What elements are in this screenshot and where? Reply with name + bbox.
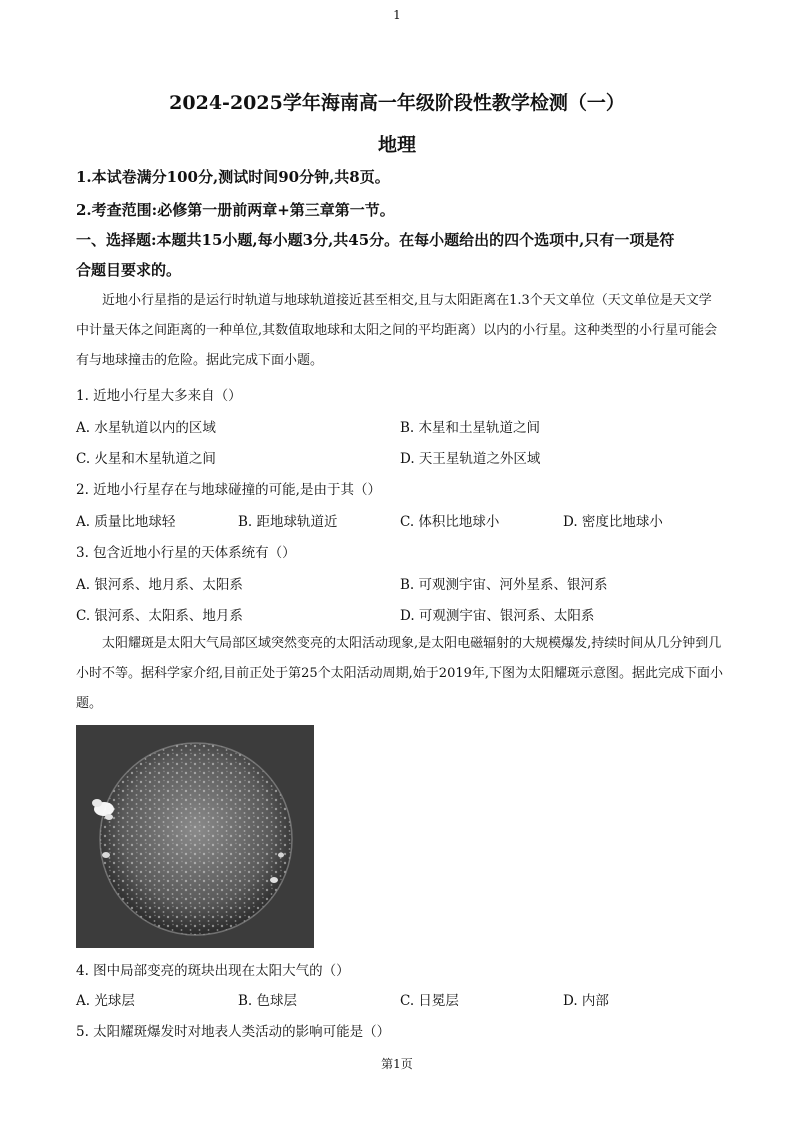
q3-option-c: C. 银河系、太阳系、地月系 [76,608,243,624]
q2-option-b: B. 距地球轨道近 [238,514,338,530]
passage-asteroid: 近地小行星指的是运行时轨道与地球轨道接近甚至相交,且与太阳距离在1.3个天文单位（天文单位是天文学中计量天体之间距离的一种单位,其数值取地球和太阳之间的平均距离）以内的小行星。这种类型的小行星可能会有与地球撞击的危险。据此完成下面小题。 [76,293,718,368]
q3-option-d: D. 可观测宇宙、银河系、太阳系 [400,608,595,624]
q1-option-c: C. 火星和木星轨道之间 [76,451,216,467]
exam-subject: 地理 [377,134,416,156]
question-5-stem: 5. 太阳耀斑爆发时对地表人类活动的影响可能是（） [76,1024,391,1040]
exam-title: 2024-2025学年海南高一年级阶段性教学检测（一） [169,92,625,114]
q1-option-b: B. 木星和土星轨道之间 [400,420,541,436]
q2-option-d: D. 密度比地球小 [563,514,663,530]
page-number: 1 [393,8,401,22]
note-scope: 2.考查范围:必修第一册前两章+第三章第一节。 [76,201,395,219]
q4-option-b: B. 色球层 [238,993,298,1009]
passage-solar-flare: 太阳耀斑是太阳大气局部区域突然变亮的太阳活动现象,是太阳电磁辐射的大规模爆发,持续时间从几分钟到几小时不等。据科学家介绍,目前正处于第25个太阳活动周期,始于2019年,下图为太阳耀斑示意图。据此完成下面小题。 [76,636,724,711]
solar-flare-image [76,725,314,948]
q4-option-a: A. 光球层 [76,993,135,1009]
q3-option-b: B. 可观测宇宙、河外星系、银河系 [400,577,608,593]
q2-option-a: A. 质量比地球轻 [76,514,176,530]
q4-option-d: D. 内部 [563,993,609,1009]
question-4-stem: 4. 图中局部变亮的斑块出现在太阳大气的（） [76,963,350,979]
question-1-stem: 1. 近地小行星大多来自（） [76,388,242,404]
section-heading-line2: 合题目要求的。 [76,261,182,279]
page-footer: 第1页 [381,1057,413,1071]
q3-option-a: A. 银河系、地月系、太阳系 [76,577,243,593]
q1-option-d: D. 天王星轨道之外区域 [400,451,541,467]
question-3-stem: 3. 包含近地小行星的天体系统有（） [76,545,296,561]
section-heading-line1: 一、选择题:本题共15小题,每小题3分,共45分。在每小题给出的四个选项中,只有一项是符 [76,231,675,249]
note-score: 1.本试卷满分100分,测试时间90分钟,共8页。 [76,168,390,186]
q4-option-c: C. 日冕层 [400,993,459,1009]
q2-option-c: C. 体积比地球小 [400,514,500,530]
q1-option-a: A. 水星轨道以内的区域 [76,420,216,436]
question-2-stem: 2. 近地小行星存在与地球碰撞的可能,是由于其（） [76,482,381,498]
